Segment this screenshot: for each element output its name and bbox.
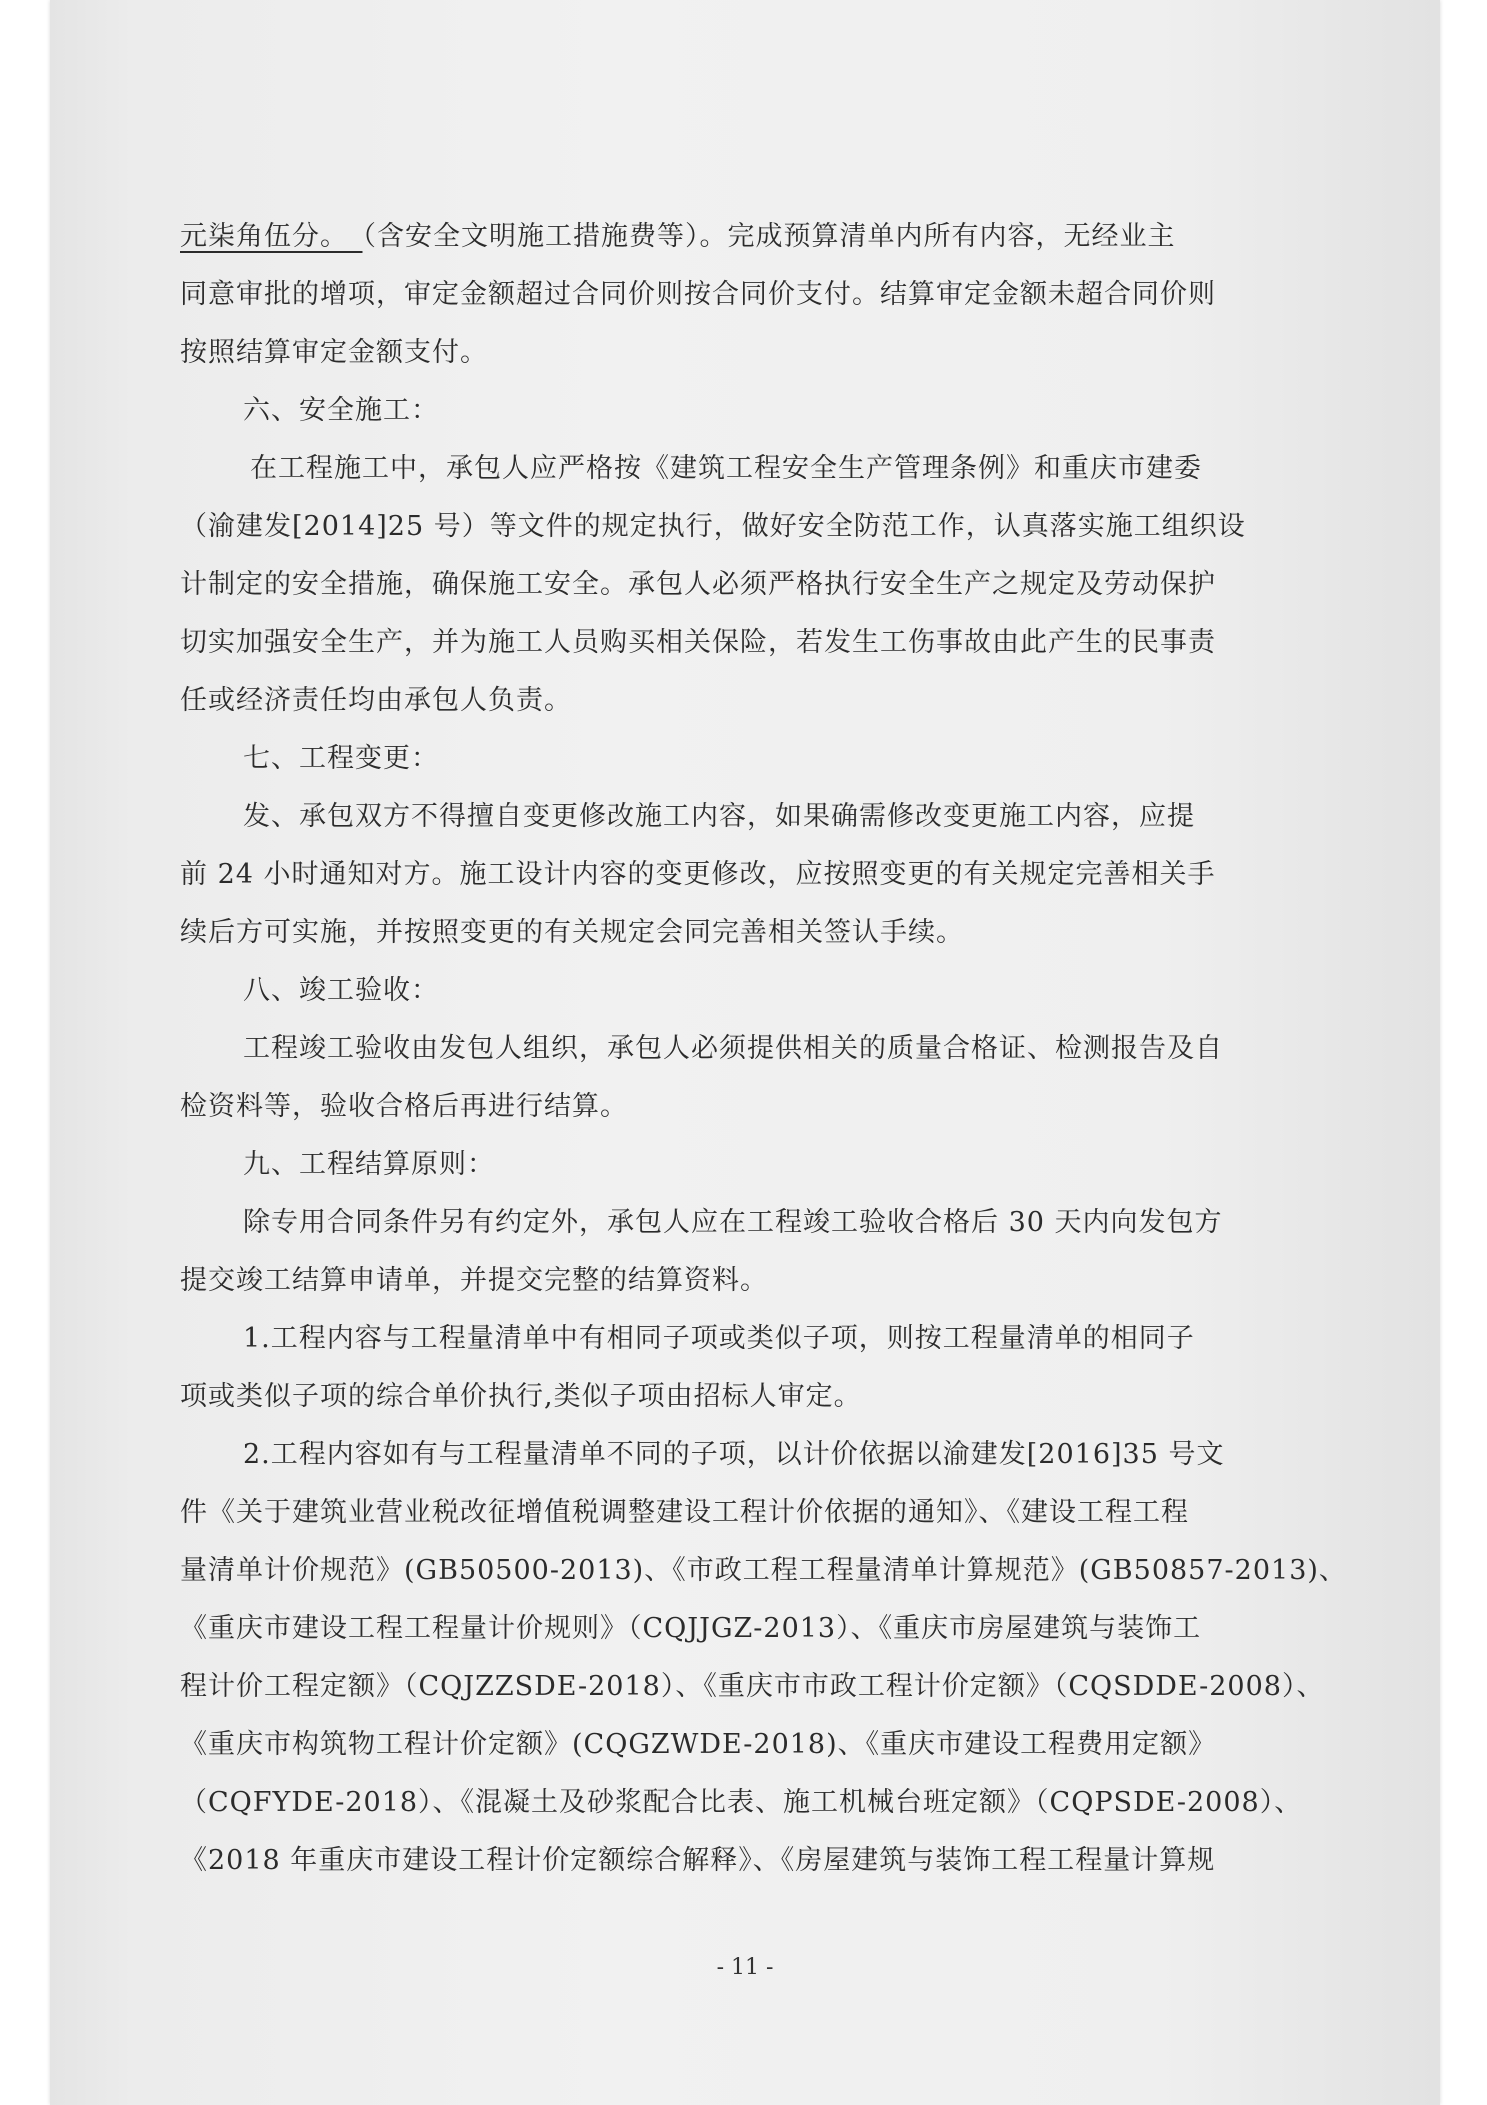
text-line: 除专用合同条件另有约定外，承包人应在工程竣工验收合格后 30 天内向发包方 xyxy=(243,1207,1223,1238)
text-line: 在工程施工中，承包人应严格按《建筑工程安全生产管理条例》和重庆市建委 xyxy=(250,453,1202,484)
text-line: 前 24 小时通知对方。施工设计内容的变更修改，应按照变更的有关规定完善相关手 xyxy=(180,859,1216,890)
document-page xyxy=(50,0,1440,2105)
underlined-amount: 元柒角伍分。 xyxy=(180,221,363,252)
text-line: 按照结算审定金额支付。 xyxy=(180,337,488,368)
text-line: 件《关于建筑业营业税改征增值税调整建设工程计价依据的通知》、《建设工程工程 xyxy=(180,1497,1189,1528)
text-line: 1.工程内容与工程量清单中有相同子项或类似子项，则按工程量清单的相同子 xyxy=(243,1323,1195,1354)
document-body xyxy=(180,208,1360,1890)
text-line xyxy=(180,208,1360,266)
section-heading-8: 八、竣工验收： xyxy=(243,975,439,1006)
text-line: 《重庆市构筑物工程计价定额》(CQGZWDE-2018)、《重庆市建设工程费用定额》 xyxy=(180,1729,1217,1760)
text-line: 《2018 年重庆市建设工程计价定额综合解释》、《房屋建筑与装饰工程工程量计算规 xyxy=(180,1845,1216,1876)
text-line: 同意审批的增项，审定金额超过合同价则按合同价支付。结算审定金额未超合同价则 xyxy=(180,279,1216,310)
text-line: 任或经济责任均由承包人负责。 xyxy=(180,685,572,716)
text-line: 发、承包双方不得擅自变更修改施工内容，如果确需修改变更施工内容，应提 xyxy=(243,801,1195,832)
section-heading-7: 七、工程变更： xyxy=(243,743,439,774)
page-number: - 11 - xyxy=(716,1955,774,1980)
text-line: 2.工程内容如有与工程量清单不同的子项，以计价依据以渝建发[2016]35 号文 xyxy=(243,1439,1225,1470)
text-line: 《重庆市建设工程工程量计价规则》（CQJJGZ-2013）、《重庆市房屋建筑与装饰工 xyxy=(180,1613,1202,1644)
text-line: 项或类似子项的综合单价执行,类似子项由招标人审定。 xyxy=(180,1381,862,1412)
text-line: 提交竣工结算申请单，并提交完整的结算资料。 xyxy=(180,1265,768,1296)
text-line: 续后方可实施，并按照变更的有关规定会同完善相关签认手续。 xyxy=(180,917,964,948)
section-heading-6: 六、安全施工： xyxy=(243,395,439,426)
text-line: 量清单计价规范》(GB50500-2013)、《市政工程工程量清单计算规范》(GB50857-2013)、 xyxy=(180,1555,1347,1586)
text-line: 计制定的安全措施，确保施工安全。承包人必须严格执行安全生产之规定及劳动保护 xyxy=(180,569,1216,600)
text-span: （含安全文明施工措施费等）。完成预算清单内所有内容，无经业主 xyxy=(362,221,1176,252)
text-line: 切实加强安全生产，并为施工人员购买相关保险，若发生工伤事故由此产生的民事责 xyxy=(180,627,1216,658)
text-line: 检资料等，验收合格后再进行结算。 xyxy=(180,1091,628,1122)
text-line: （CQFYDE-2018）、《混凝土及砂浆配合比表、施工机械台班定额》（CQPSDE-2008）、 xyxy=(180,1787,1303,1818)
text-line: （渝建发[2014]25 号）等文件的规定执行，做好安全防范工作，认真落实施工组织设 xyxy=(180,511,1246,542)
section-heading-9: 九、工程结算原则： xyxy=(243,1149,495,1180)
text-line: 工程竣工验收由发包人组织，承包人必须提供相关的质量合格证、检测报告及自 xyxy=(243,1033,1223,1064)
text-line: 程计价工程定额》（CQJZZSDE-2018）、《重庆市市政工程计价定额》（CQSDDE-2008）、 xyxy=(180,1671,1325,1702)
